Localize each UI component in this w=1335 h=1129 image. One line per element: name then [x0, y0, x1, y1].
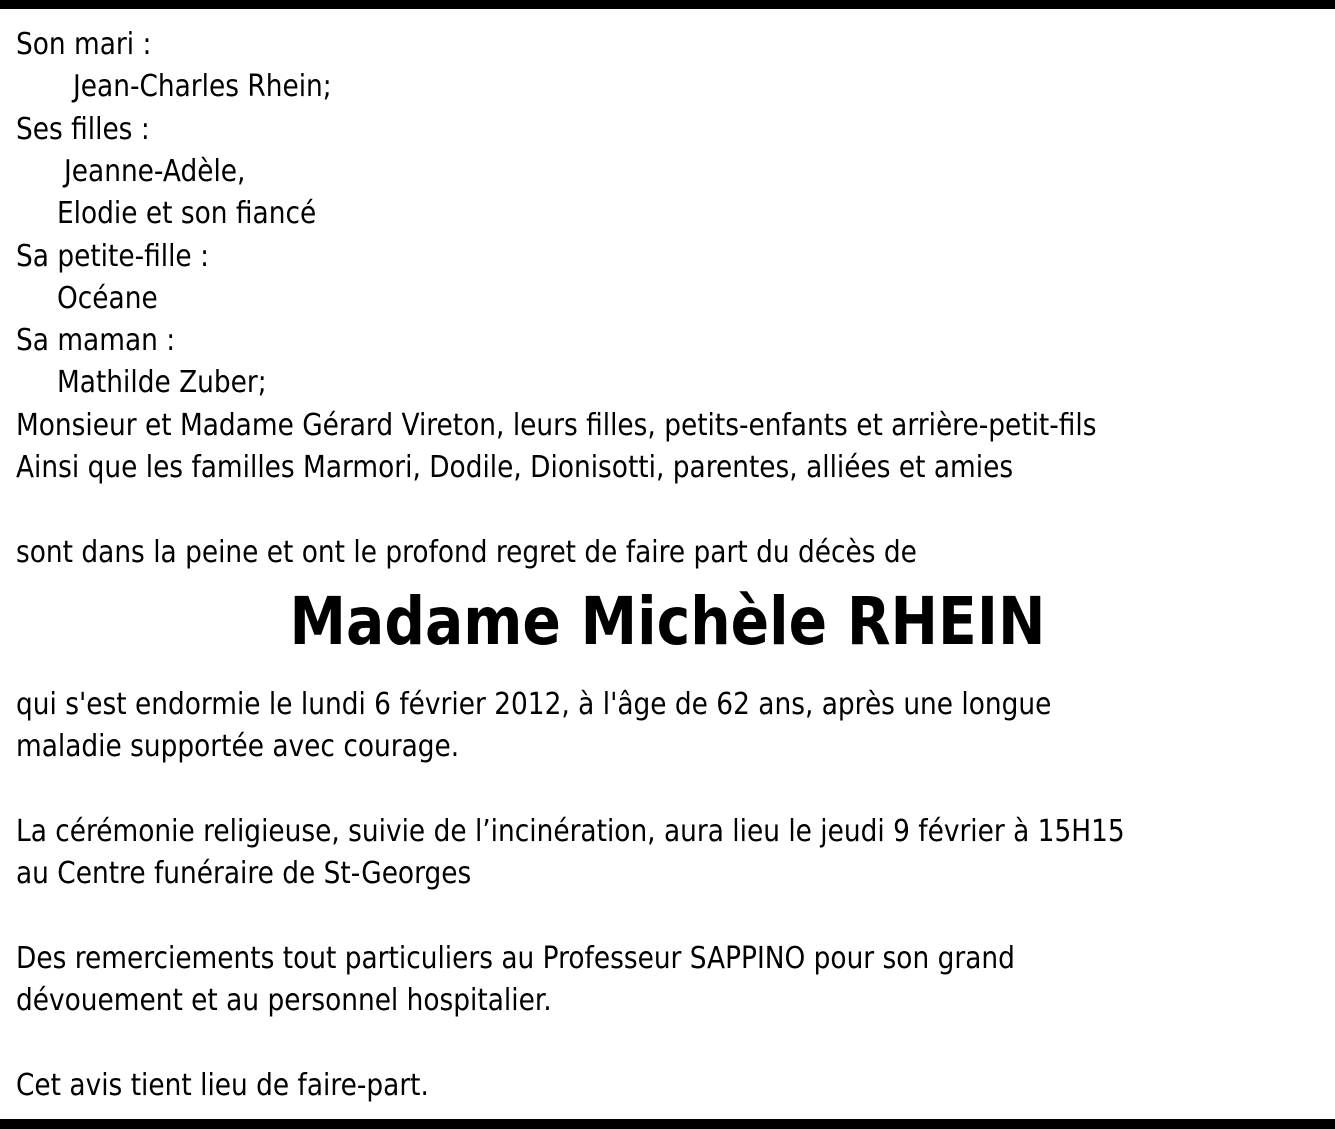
bottom-border-rule: [0, 1119, 1335, 1129]
top-border-rule: [0, 0, 1335, 9]
thanks-line-1: Des remerciements tout particuliers au Professeur SAPPINO pour son grand: [16, 941, 1015, 976]
announcement-intro: sont dans la peine et ont le profond regret de faire part du décès de: [16, 535, 917, 570]
thanks-line-2: dévouement et au personnel hospitalier.: [16, 983, 552, 1018]
daughter-name-2: Elodie et son fiancé: [57, 196, 317, 231]
husband-heading: Son mari :: [16, 27, 152, 62]
daughter-name-1: Jeanne-Adèle,: [64, 154, 246, 189]
closing-line: Cet avis tient lieu de faire-part.: [16, 1068, 429, 1103]
deceased-name: Madame Michèle RHEIN: [289, 583, 1046, 660]
mother-name: Mathilde Zuber;: [57, 365, 267, 400]
ceremony-line-1: La cérémonie religieuse, suivie de l’incinération, aura lieu le jeudi 9 février à 15H15: [16, 814, 1125, 849]
deceased-name-heading: [0, 584, 1335, 660]
granddaughter-heading: Sa petite-fille :: [16, 239, 209, 274]
relatives-line-2: Ainsi que les familles Marmori, Dodile, Dionisotti, parentes, alliées et amies: [16, 450, 1014, 485]
death-line-1: qui s'est endormie le lundi 6 février 2012, à l'âge de 62 ans, après une longue: [16, 687, 1052, 722]
death-line-2: maladie supportée avec courage.: [16, 729, 460, 764]
husband-name: Jean-Charles Rhein;: [73, 69, 332, 104]
relatives-line-1: Monsieur et Madame Gérard Vireton, leurs filles, petits-enfants et arrière-petit-fils: [16, 408, 1097, 443]
granddaughter-name: Océane: [57, 281, 158, 316]
daughters-heading: Ses filles :: [16, 112, 150, 147]
mother-heading: Sa maman :: [16, 323, 176, 358]
ceremony-line-2: au Centre funéraire de St-Georges: [16, 856, 472, 891]
